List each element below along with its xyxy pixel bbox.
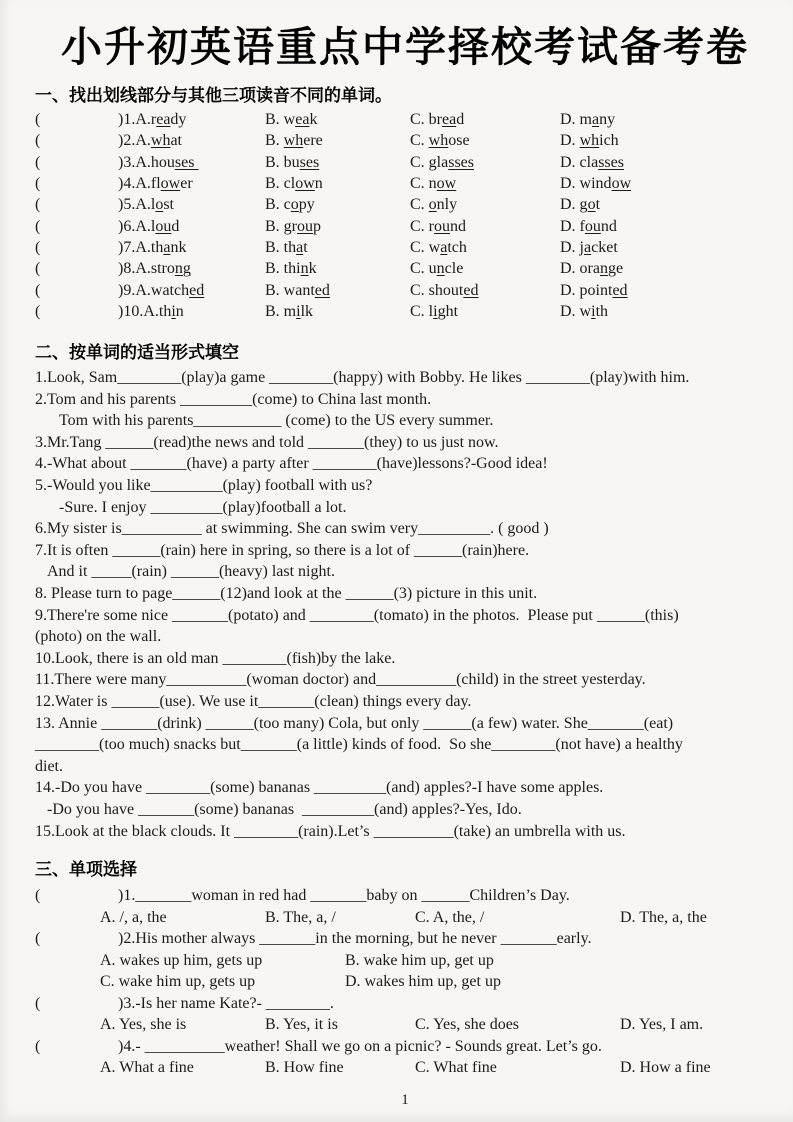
fill-blank-line: Tom with his parents___________ (come) to the US every summer.	[35, 412, 494, 430]
option-d: D. got	[560, 196, 601, 214]
answer-paren: (	[35, 153, 41, 171]
option-c: C. light	[410, 302, 459, 320]
question-stem: )3.-Is her name Kate?- ________.	[118, 994, 334, 1012]
option-a: A. Yes, she is	[100, 1016, 187, 1034]
option-a: )10.A.thin	[118, 302, 184, 320]
fill-blank-line: 14.-Do you have ________(some) bananas _________(and) apples?-I have some apples.	[35, 779, 604, 797]
option-a: )8.A.strong	[118, 260, 191, 278]
option-a: A. /, a, the	[100, 908, 167, 926]
option-c: C. round	[410, 217, 466, 235]
option-c: C. glasses	[410, 153, 474, 171]
choice-options-3	[100, 1014, 775, 1036]
answer-paren: (	[35, 302, 41, 320]
option-b: B. weak	[265, 111, 318, 129]
fill-blank-line: 6.My sister is__________ at swimming. She can swim very_________. ( good )	[35, 520, 549, 538]
answer-paren: (	[35, 281, 41, 299]
option-a: )5.A.lost	[118, 196, 174, 214]
option-c: C. Yes, she does	[415, 1016, 520, 1034]
option-d: D. with	[560, 302, 609, 320]
question-stem: )2.His mother always _______in the morning, but he never _______early.	[118, 930, 592, 948]
question-row-1	[35, 109, 775, 130]
option-c: C. watch	[410, 238, 467, 256]
option-a: )3.A.houses	[118, 153, 199, 171]
fill-blank-line: (photo) on the wall.	[35, 628, 162, 646]
option-b: B. wake him up, get up	[345, 951, 494, 969]
option-b: B. copy	[265, 196, 315, 214]
question-stem: )1._______woman in red had _______baby on ______Children’s Day.	[118, 887, 570, 905]
option-d: D. How a fine	[620, 1059, 711, 1077]
answer-paren: (	[35, 111, 41, 129]
option-a: A. What a fine	[100, 1059, 194, 1077]
option-c: C. What fine	[415, 1059, 497, 1077]
option-a: )6.A.loud	[118, 217, 180, 235]
section-2-heading: 二、按单词的适当形式填空	[35, 343, 239, 363]
option-d: D. Yes, I am.	[620, 1016, 704, 1034]
choice-options-2-row-1	[100, 950, 775, 972]
question-row-10	[35, 301, 775, 322]
answer-paren: (	[35, 930, 41, 948]
fill-blank-line: 4.-What about _______(have) a party after ________(have)lessons?-Good idea!	[35, 455, 548, 473]
section-1-heading: 一、找出划线部分与其他三项读音不同的单词。	[35, 86, 392, 106]
choice-question-2	[35, 928, 775, 950]
option-b: B. wanted	[265, 281, 330, 299]
option-a: )4.A.flower	[118, 175, 193, 193]
answer-paren: (	[35, 132, 41, 150]
option-c: C. wake him up, gets up	[100, 973, 256, 991]
choice-options-2-row-2	[100, 971, 775, 993]
question-row-6	[35, 216, 775, 237]
option-d: D. found	[560, 217, 617, 235]
option-b: B. where	[265, 132, 323, 150]
answer-paren: (	[35, 196, 41, 214]
fill-blank-line: -Do you have _______(some) bananas _________(and) apples?-Yes, Ido.	[35, 800, 522, 818]
fill-blank-line: 5.-Would you like_________(play) football with us?	[35, 477, 373, 495]
fill-blank-line: 9.There're some nice _______(potato) and ________(tomato) in the photos. Please put ______(this)	[35, 606, 679, 624]
option-a: A. wakes up him, gets up	[100, 951, 263, 969]
fill-blank-line: 11.There were many__________(woman doctor) and__________(child) in the street yesterday.	[35, 671, 646, 689]
section-2-fill-blanks	[35, 367, 775, 842]
question-row-5	[35, 194, 775, 215]
option-d: D. wakes him up, get up	[345, 973, 501, 991]
option-b: B. buses	[265, 153, 320, 171]
option-b: B. that	[265, 238, 308, 256]
option-b: B. The, a, /	[265, 908, 336, 926]
choice-question-3	[35, 993, 775, 1015]
option-b: B. How fine	[265, 1059, 344, 1077]
option-b: B. group	[265, 217, 321, 235]
fill-blank-line: 13. Annie _______(drink) ______(too many) Cola, but only ______(a few) water. She_______(eat)	[35, 714, 674, 732]
option-d: D. The, a, the	[620, 908, 707, 926]
fill-blank-line: 1.Look, Sam________(play)a game ________(happy) with Bobby. He likes ________(play)with him.	[35, 369, 690, 387]
fill-blank-line: And it _____(rain) ______(heavy) last night.	[35, 563, 335, 581]
option-d: D. classes	[560, 153, 624, 171]
page-title: 小升初英语重点中学择校考试备考卷	[61, 24, 749, 70]
option-d: D. pointed	[560, 281, 628, 299]
option-c: C. only	[410, 196, 458, 214]
section-3-multiple-choice	[35, 885, 775, 1079]
answer-paren: (	[35, 1037, 41, 1055]
option-a: )9.A.watched	[118, 281, 205, 299]
option-d: D. window	[560, 175, 632, 193]
question-row-2	[35, 130, 775, 151]
question-row-4	[35, 173, 775, 194]
option-a: )7.A.thank	[118, 238, 187, 256]
answer-paren: (	[35, 887, 41, 905]
fill-blank-line: 10.Look, there is an old man ________(fish)by the lake.	[35, 649, 396, 667]
answer-paren: (	[35, 238, 41, 256]
option-b: B. Yes, it is	[265, 1016, 338, 1034]
fill-blank-line: ________(too much) snacks but_______(a little) kinds of food. So she________(not have) a healthy	[35, 736, 683, 754]
option-d: D. jacket	[560, 238, 618, 256]
fill-blank-line: diet.	[35, 757, 63, 775]
page-number: 1	[401, 1091, 409, 1108]
option-c: C. whose	[410, 132, 470, 150]
option-c: C. now	[410, 175, 457, 193]
fill-blank-line: 7.It is often ______(rain) here in spring, so there is a lot of ______(rain)here.	[35, 541, 530, 559]
option-d: D. which	[560, 132, 619, 150]
choice-question-1	[35, 885, 775, 907]
option-a: )2.A.what	[118, 132, 182, 150]
choice-question-4	[35, 1036, 775, 1058]
answer-paren: (	[35, 260, 41, 278]
question-row-3	[35, 152, 775, 173]
option-d: D. many	[560, 111, 616, 129]
fill-blank-line: 15.Look at the black clouds. It ________(rain).Let’s __________(take) an umbrella with us.	[35, 822, 626, 840]
answer-paren: (	[35, 994, 41, 1012]
fill-blank-line: 2.Tom and his parents _________(come) to China last month.	[35, 390, 432, 408]
answer-paren: (	[35, 175, 41, 193]
question-row-9	[35, 280, 775, 301]
choice-options-1	[100, 907, 775, 929]
option-b: B. milk	[265, 302, 314, 320]
option-c: C. A, the, /	[415, 908, 485, 926]
option-b: B. think	[265, 260, 317, 278]
option-c: C. shouted	[410, 281, 479, 299]
option-c: C. uncle	[410, 260, 464, 278]
question-row-8	[35, 258, 775, 279]
option-b: B. clown	[265, 175, 323, 193]
answer-paren: (	[35, 217, 41, 235]
option-d: D. orange	[560, 260, 624, 278]
option-a: )1.A.ready	[118, 111, 187, 129]
fill-blank-line: 3.Mr.Tang ______(read)the news and told _______(they) to us just now.	[35, 433, 499, 451]
fill-blank-line: 12.Water is ______(use). We use it_______(clean) things every day.	[35, 693, 472, 711]
option-c: C. bread	[410, 111, 465, 129]
question-row-7	[35, 237, 775, 258]
question-stem: )4.- __________weather! Shall we go on a picnic? - Sounds great. Let’s go.	[118, 1037, 602, 1055]
fill-blank-line: -Sure. I enjoy _________(play)football a lot.	[35, 498, 347, 516]
section-1-question-list	[35, 109, 775, 322]
section-3-heading: 三、单项选择	[35, 860, 137, 880]
choice-options-4	[100, 1057, 775, 1079]
fill-blank-line: 8. Please turn to page______(12)and look at the ______(3) picture in this unit.	[35, 585, 538, 603]
